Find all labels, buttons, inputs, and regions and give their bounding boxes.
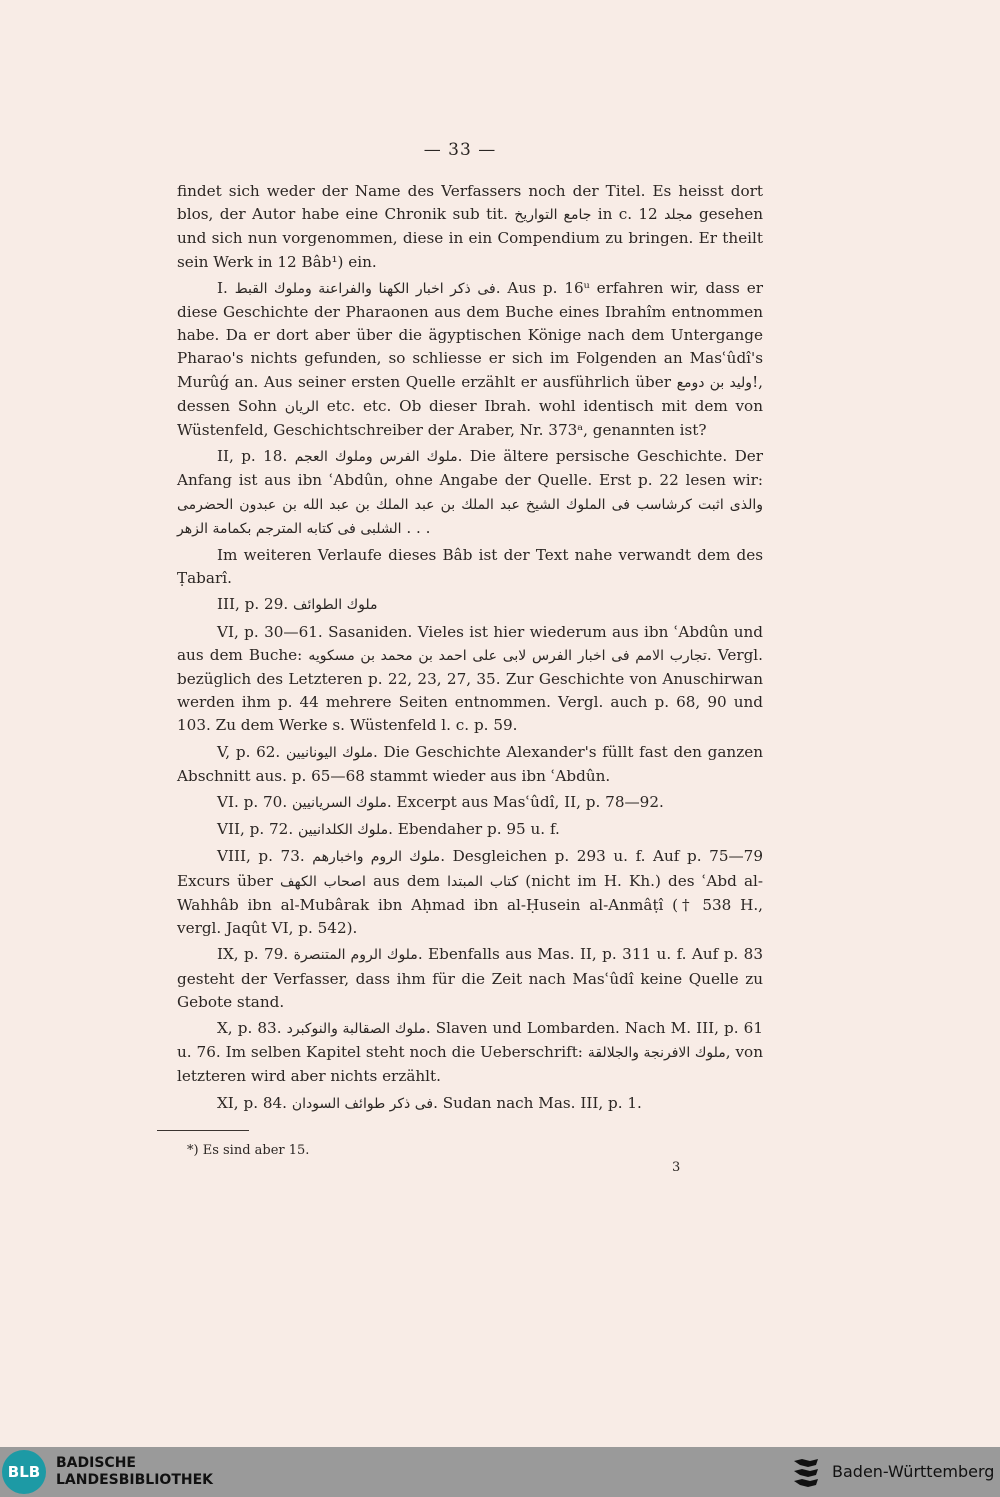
- text-run: aus dem: [365, 871, 448, 890]
- text-run: . Die ältere persische Geschichte. Der Anfang ist aus ibn ʿAbdûn, ohne Angabe der Quelle. Erst p. 22 lesen wir:: [177, 447, 763, 490]
- text-run: Im weiteren Verlaufe dieses Bâb ist der Text nahe verwandt dem des Ṭabarî.: [177, 546, 763, 588]
- text-run: gesehen und sich nun vorgenommen, diese in ein Compendium zu bringen. Er theilt sein Werk in 12 Bâb¹) ein.: [177, 205, 763, 271]
- text-run: . Excerpt aus Masʿûdî, II, p. 78—92.: [386, 793, 664, 812]
- body-text: [177, 180, 763, 1119]
- text-run: III, p. 29.: [217, 595, 294, 614]
- arabic-phrase: ملوك الصقالبة والنوكبرد: [286, 1020, 426, 1037]
- paragraph: [177, 180, 763, 274]
- library-name-line1: BADISCHE: [56, 1455, 136, 1471]
- text-run: etc. etc. Ob dieser Ibrah. wohl identisch mit dem von Wüstenfeld, Geschichtschreiber der Araber, Nr. 373ᵃ, genannten ist?: [177, 396, 763, 440]
- arabic-phrase: كتاب المبتدا: [447, 873, 519, 890]
- arabic-phrase: الريان: [284, 398, 320, 415]
- text-run: . Ebenfalls aus Mas. II, p. 311 u. f. Auf p. 83 gesteht der Verfasser, dass ihm für die Zeit nach Masʿûdî keine Quelle zu Gebote stand.: [177, 945, 764, 1011]
- text-run: XI, p. 84.: [217, 1093, 292, 1112]
- arabic-phrase: ملوك الروم المتنصرة: [293, 947, 418, 964]
- coat-of-arms-icon: [790, 1455, 822, 1491]
- viewer-footer: [0, 1447, 1000, 1497]
- arabic-phrase: مجلد: [664, 207, 693, 224]
- page-number: — 33 —: [423, 140, 497, 160]
- paragraph: [177, 277, 763, 442]
- arabic-phrase: ملوك الافرنجة والجلالقة: [587, 1045, 726, 1062]
- paragraph: [177, 1017, 763, 1089]
- text-run: . Aus p. 16ᵘ erfahren wir, dass er diese Geschichte der Pharaonen aus dem Buche eines Ibrahîm entnommen habe. Da er dort aber über die ägyptischen Könige nach dem Untergange Pharao's nichts gefunden, so schliesse er sich im Folgenden an Masʿûdî's Murûǵ an. Aus seiner ersten Quelle erzählt er ausführlich über: [177, 278, 763, 391]
- paragraph: [177, 791, 763, 815]
- arabic-phrase: ملوك الكلدانيين: [297, 822, 389, 839]
- arabic-phrase: اصحاب الكهف: [280, 873, 366, 890]
- text-run: VIII, p. 73.: [217, 847, 313, 866]
- text-run: IX, p. 79.: [217, 945, 294, 964]
- paragraph: [177, 845, 763, 940]
- arabic-phrase: ملوك اليونانيين: [285, 744, 373, 761]
- paragraph: [177, 943, 763, 1014]
- signature-mark: 3: [672, 1160, 681, 1175]
- text-run: , von letzteren wird aber nichts erzählt.: [177, 1043, 763, 1086]
- footnote: *) Es sind aber 15.: [187, 1143, 310, 1158]
- text-run: II, p. 18.: [217, 447, 295, 466]
- paragraph: [177, 1092, 763, 1116]
- text-run: . Desgleichen p. 293 u. f. Auf p. 75—79 Excurs über: [177, 847, 764, 890]
- text-run: VI. p. 70.: [217, 793, 292, 812]
- paragraph: [177, 445, 763, 541]
- blb-logo[interactable]: BLB: [2, 1450, 46, 1494]
- text-run: !, dessen Sohn: [177, 372, 763, 415]
- text-run: findet sich weder der Name des Verfassers noch der Titel. Es heisst dort blos, der Autor habe eine Chronik sub tit.: [177, 182, 763, 224]
- text-run: . Vergl. bezüglich des Letzteren p. 22, 23, 27, 35. Zur Geschichte von Anuschirwan werden ihm p. 44 mehrere Seiten entnommen. Vergl. auch p. 68, 90 und 103. Zu dem Werke s. Wüstenfeld l. c. p. 59.: [177, 645, 763, 735]
- text-run: . . .: [401, 518, 431, 537]
- text-run: V, p. 62.: [217, 742, 286, 761]
- text-run: I.: [217, 278, 235, 297]
- footnote-rule: [157, 1130, 249, 1131]
- paragraph: [177, 593, 763, 617]
- text-run: . Die Geschichte Alexander's füllt fast den ganzen Abschnitt aus. p. 65—68 stammt wieder aus ibn ʿAbdûn.: [177, 742, 763, 785]
- arabic-phrase: ملوك السريانيين: [291, 795, 387, 812]
- text-run: VI, p. 30—61. Sasaniden. Vieles ist hier wiederum aus ibn ʿAbdûn und aus dem Buche:: [177, 622, 763, 664]
- paragraph: [177, 621, 763, 738]
- arabic-phrase: ملوك الفرس وملوك العجم: [294, 449, 458, 466]
- text-run: (nicht im H. Kh.) des ʿAbd al-Wahhâb ibn al-Mubârak ibn Aḥmad ibn al-Ḥusein al-Anmâṭî († 538 H., vergl. Jaqût VI, p. 542).: [177, 871, 763, 938]
- arabic-phrase: فى ذكر طوائف السودان: [291, 1095, 434, 1112]
- arabic-phrase: ملوك الطوائف: [293, 597, 378, 614]
- arabic-phrase: جامع التواريخ: [514, 207, 592, 224]
- library-name[interactable]: [56, 1455, 213, 1489]
- text-run: VII, p. 72.: [217, 820, 298, 839]
- arabic-phrase: تجارب الامم فى اخبار الفرس لابى على احمد بن محمد بن مسكويه: [308, 647, 707, 664]
- arabic-phrase: ملوك الروم واخبارهم: [312, 849, 441, 866]
- paragraph: [177, 818, 763, 842]
- text-run: . Ebendaher p. 95 u. f.: [388, 820, 560, 839]
- arabic-phrase: فى ذكر اخبار الكهنا والفراعنة وملوك القبط: [234, 280, 496, 297]
- text-run: . Sudan nach Mas. III, p. 1.: [433, 1093, 642, 1112]
- paragraph: [177, 741, 763, 788]
- state-name[interactable]: Baden-Württemberg: [832, 1462, 995, 1481]
- text-run: . Slaven und Lombarden. Nach M. III, p. 61 u. 76. Im selben Kapitel steht noch die Ueberschrift:: [177, 1018, 763, 1062]
- library-name-line2: LANDESBIBLIOTHEK: [56, 1472, 214, 1488]
- arabic-phrase: والذى اثبت كرشاسب فى الملوك الشيخ عبد الملك بن عبد الملك بن عبد الله بن عبدون الحضرمى الشلبى فى كتابه المترجم بكمامة الزهر: [177, 496, 763, 537]
- paragraph: [177, 544, 763, 590]
- arabic-phrase: وليد بن دومع: [676, 374, 753, 391]
- text-run: in c. 12: [591, 205, 665, 224]
- text-run: X, p. 83.: [217, 1018, 287, 1037]
